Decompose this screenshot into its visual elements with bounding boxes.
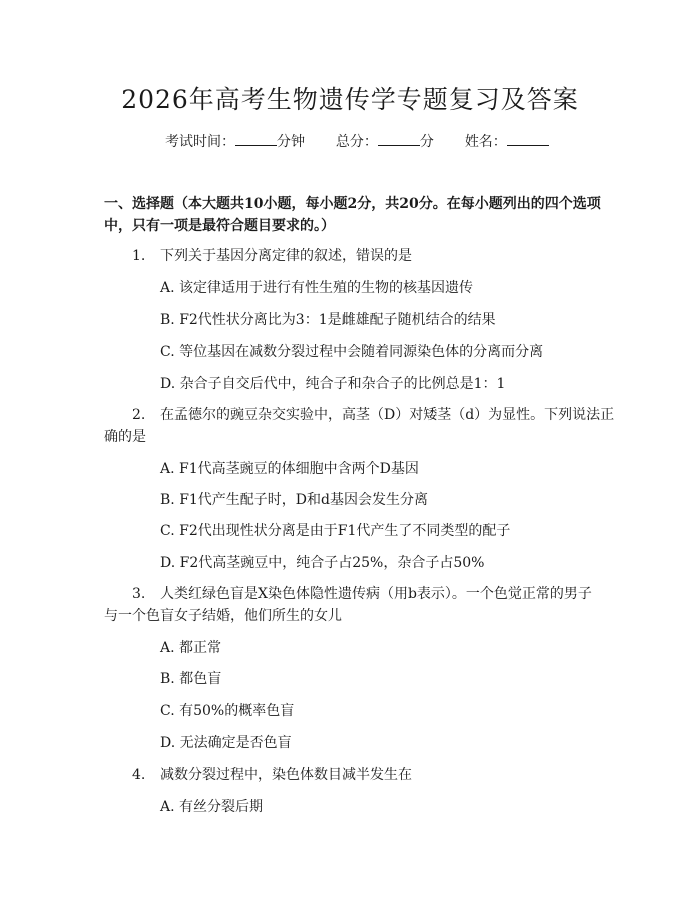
page-title: 2026年高考生物遗传学专题复习及答案 <box>121 85 579 114</box>
question-1-option-c: C. 等位基因在减数分裂过程中会随着同源染色体的分离而分离 <box>160 344 544 360</box>
score-unit: 分 <box>419 134 434 150</box>
question-number: 1. <box>132 248 146 264</box>
question-1-option-d: D. 杂合子自交后代中，纯合子和杂合子的比例总是1：1 <box>160 376 506 392</box>
question-3-stem-line1 <box>132 583 592 603</box>
question-3-option-c: C. 有50%的概率色盲 <box>160 703 295 719</box>
question-3-option-a: A. 都正常 <box>160 640 222 656</box>
score-label: 总分： <box>335 134 378 150</box>
question-number: 2. <box>132 407 146 423</box>
question-number: 3. <box>132 586 146 602</box>
question-2-option-d: D. F2代高茎豌豆中，纯合子占25%，杂合子占50% <box>160 555 485 571</box>
question-2-option-a: A. F1代高茎豌豆的体细胞中含两个D基因 <box>160 461 419 477</box>
question-2-stem-line2: 确的是 <box>104 429 146 445</box>
question-3-option-b: B. 都色盲 <box>160 671 222 687</box>
time-blank <box>235 133 277 146</box>
exam-info-line <box>165 131 549 151</box>
section-heading: 一、选择题（本大题共10小题，每小题2分，共20分。在每小题列出的四个选项中，只有一项是最符合题目要求的。） <box>104 196 601 234</box>
question-3-stem-line2: 与一个色盲女子结婚，他们所生的女儿 <box>104 608 342 624</box>
question-number: 4. <box>132 767 146 783</box>
name-blank <box>507 133 549 146</box>
question-text: 在孟德尔的豌豆杂交实验中，高茎（D）对矮茎（d）为显性。下列说法正 <box>160 407 615 423</box>
question-text: 人类红绿色盲是X染色体隐性遗传病（用b表示）。一个色觉正常的男子 <box>160 586 592 602</box>
question-4-option-a: A. 有丝分裂后期 <box>160 799 264 815</box>
question-1-option-b: B. F2代性状分离比为3：1是雌雄配子随机结合的结果 <box>160 312 496 328</box>
question-2-option-c: C. F2代出现性状分离是由于F1代产生了不同类型的配子 <box>160 523 511 539</box>
question-text: 下列关于基因分离定律的叙述，错误的是 <box>160 248 412 264</box>
question-4-stem <box>132 764 412 784</box>
question-1-option-a: A. 该定律适用于进行有性生殖的生物的核基因遗传 <box>160 280 474 296</box>
time-label: 考试时间： <box>165 134 235 150</box>
question-2-stem-line1 <box>132 404 614 424</box>
score-blank <box>378 133 420 146</box>
time-unit: 分钟 <box>277 134 305 150</box>
question-3-option-d: D. 无法确定是否色盲 <box>160 735 292 751</box>
name-label: 姓名： <box>464 134 507 150</box>
question-2-option-b: B. F1代产生配子时，D和d基因会发生分离 <box>160 492 428 508</box>
question-1-stem <box>132 245 412 265</box>
question-text: 减数分裂过程中，染色体数目减半发生在 <box>160 767 412 783</box>
